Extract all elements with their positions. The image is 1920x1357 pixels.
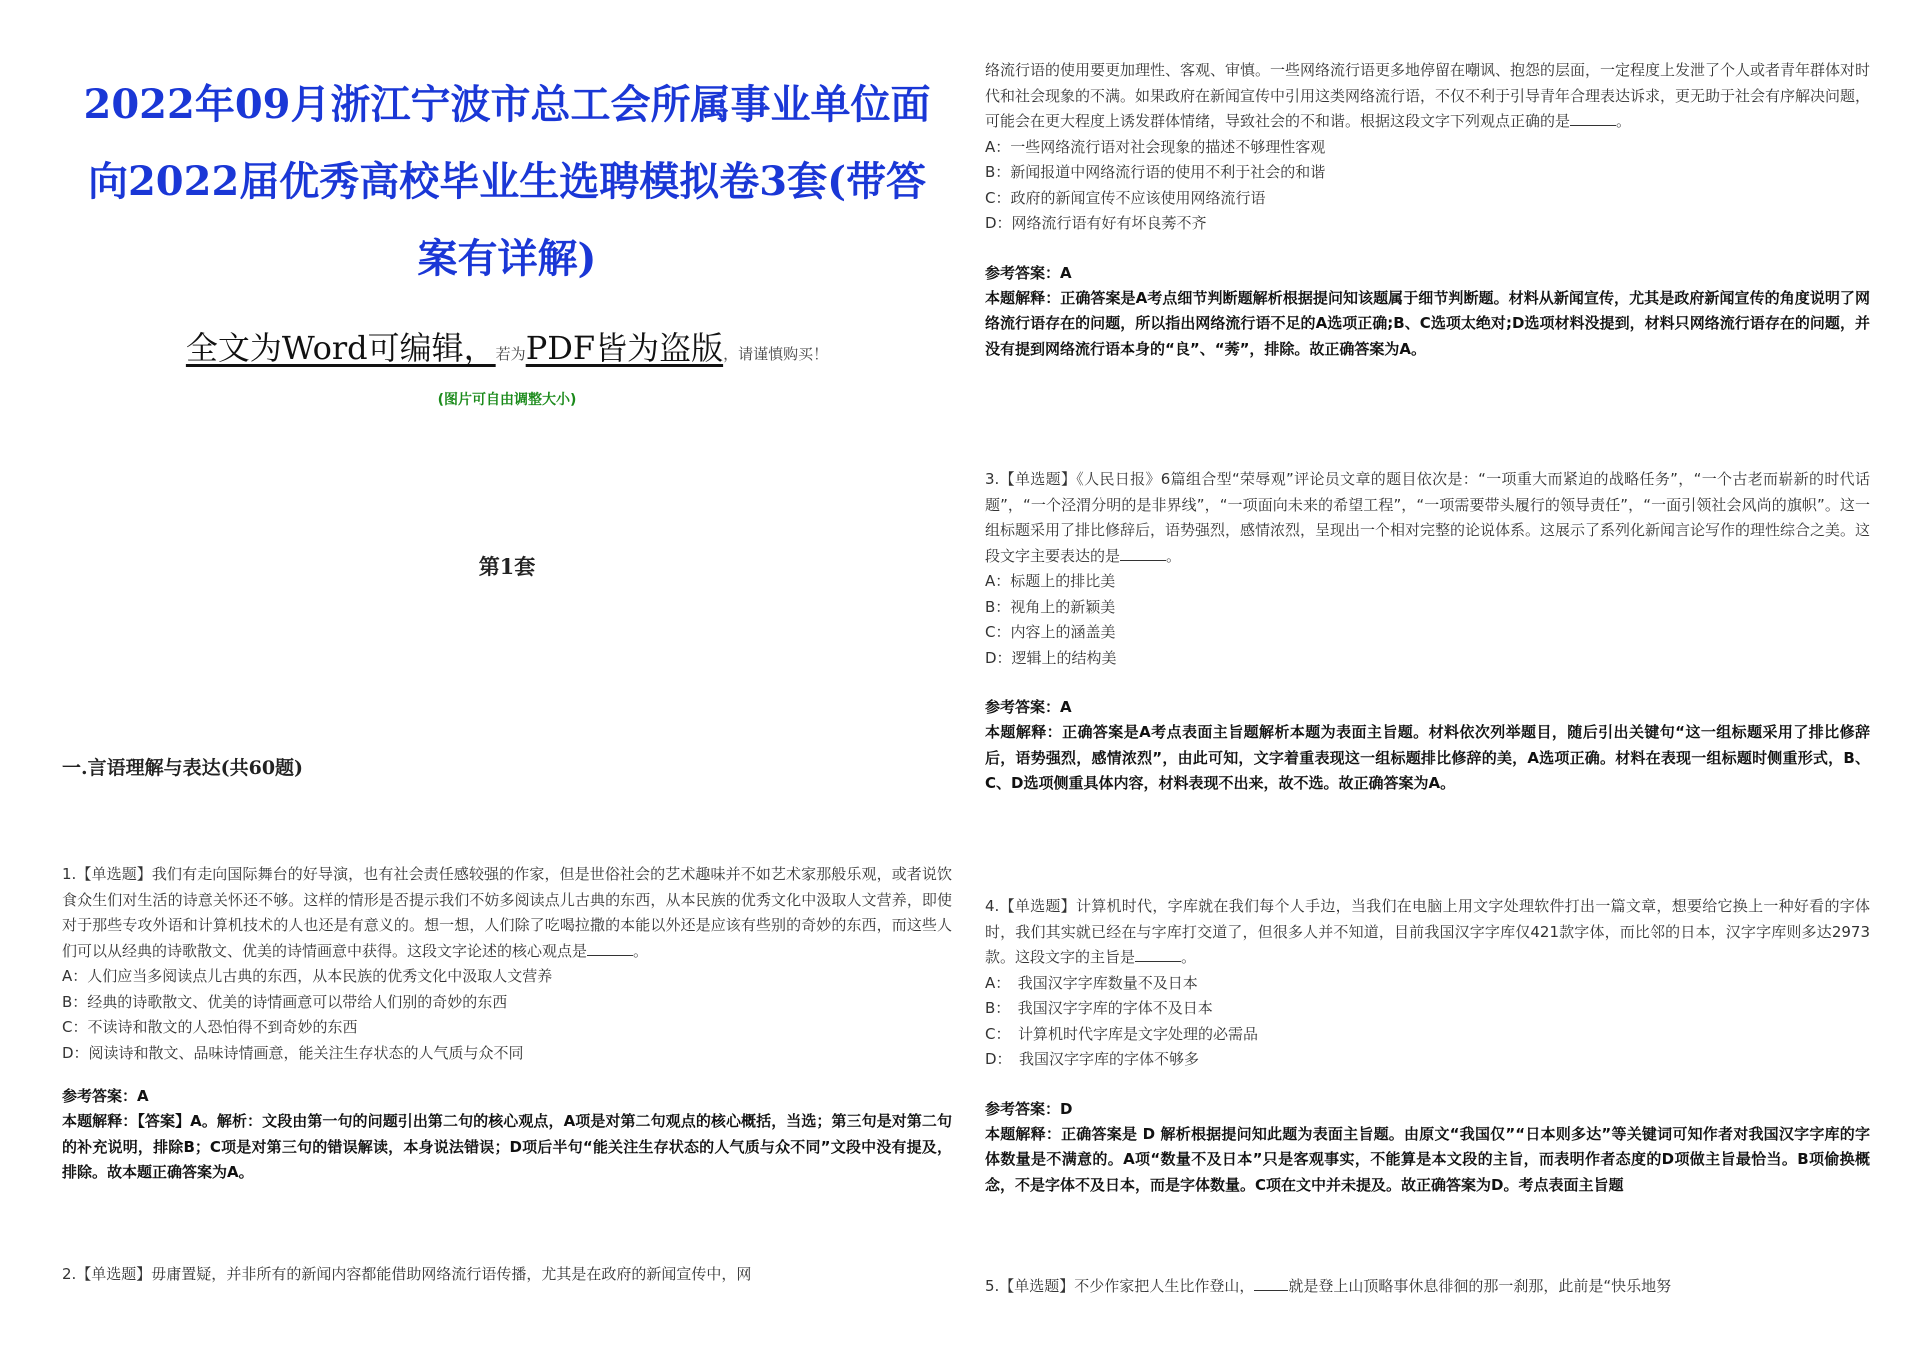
option-b: B：新闻报道中网络流行语的使用不利于社会的和谐 (985, 163, 1326, 181)
option-a: A： 我国汉字字库数量不及日本 (985, 973, 1198, 992)
option-a: A：标题上的排比美 (985, 572, 1116, 590)
word-notice-small: 若为 (495, 345, 526, 363)
option-b: B： 我国汉字字库的字体不及日本 (985, 999, 1213, 1017)
title-line: 案有详解) (417, 235, 597, 282)
option-c: C：政府的新闻宣传不应该使用网络流行语 (985, 188, 1266, 207)
title-line: 2022年09月浙江宁波市总工会所属事业单位面 (83, 81, 931, 128)
question-2 (985, 58, 1870, 362)
option-d: D：阅读诗和散文、品味诗情画意，能关注生存状态的人气质与众不同 (62, 1043, 524, 1062)
word-notice-main: 全文为Word可编辑， (185, 329, 496, 367)
question-1 (62, 862, 952, 1186)
question-stem: 3.【单选题】《人民日报》6篇组合型“荣辱观”评论员文章的题目依次是：“一项重大而紧迫的战略任务”，“一个古老而崭新的时代话题”，“一个泾渭分明的是非界线”，“一项面向未来的希望工程”，“一项需要带头履行的领导责任”，“一面引领社会风尚的旗帜”。这一组标题采用了排比修辞后，语势强烈，感情浓烈，呈现出一个相对完整的论说体系。这展示了系列化新闻言论写作的理性综合之美。这段文字主要表达的是 。 (985, 470, 1871, 565)
answer-label: 参考答案：A (62, 1087, 149, 1105)
option-b: B：视角上的新颖美 (985, 597, 1116, 616)
word-notice-tail: ，请谨慎购买！ (723, 345, 829, 363)
answer-explanation: 本题解释：正确答案是A考点细节判断题解析根据提问知该题属于细节判断题。材料从新闻宣传，尤其是政府新闻宣传的角度说明了网络流行语存在的问题，所以指出网络流行语不足的A选项正确;B、C选项太绝对;D选项材料没提到，材料只网络流行语存在的问题，并没有提到网络流行语本身的“良”、“莠”，排除。故正确答案为A。 (985, 288, 1870, 358)
question-2-start (62, 1262, 952, 1288)
answer-blank (1570, 125, 1616, 126)
word-notice-pdf: PDF皆为盗版 (525, 329, 724, 367)
section-title: 一.言语理解与表达(共60题) (62, 757, 304, 779)
question-stem: 2.【单选题】毋庸置疑，并非所有的新闻内容都能借助网络流行语传播，尤其是在政府的新闻宣传中，网 (62, 1265, 752, 1283)
option-b: B：经典的诗歌散文、优美的诗情画意可以带给人们别的奇妙的东西 (62, 992, 508, 1011)
word-notice (62, 323, 952, 369)
answer-explanation: 本题解释：【答案】A。解析：文段由第一句的问题引出第二句的核心观点，A项是对第二句观点的核心概括，当选；第三句是对第二句的补充说明，排除B；C项是对第三句的错误解读，本身说法错误；D项后半句“能关注生存状态的人气质与众不同”文段中没有提及，排除。故本题正确答案为A。 (62, 1112, 952, 1181)
question-stem: 4.【单选题】计算机时代，字库就在我们每个人手边，当我们在电脑上用文字处理软件打出一篇文章，想要给它换上一种好看的字体时，我们其实就已经在与字库打交道了，但很多人并不知道，目前我国汉字字库仅421款字体，而比邻的日本，汉字字库则多达2973款。这段文字的主旨是 。 (985, 897, 1870, 966)
option-d: D： 我国汉字字库的字体不够多 (985, 1050, 1200, 1068)
answer-blank (587, 955, 633, 956)
option-d: D：网络流行语有好有坏良莠不齐 (985, 214, 1207, 232)
answer-blank (1254, 1290, 1288, 1291)
question-3 (985, 467, 1870, 797)
option-c: C： 计算机时代字库是文字处理的必需品 (985, 1024, 1258, 1043)
option-d: D：逻辑上的结构美 (985, 648, 1117, 667)
option-a: A：一些网络流行语对社会现象的描述不够理性客观 (985, 137, 1326, 156)
answer-explanation: 本题解释：正确答案是 D 解析根据提问知此题为表面主旨题。由原文“我国仅”“日本则多达”等关键词可知作者对我国汉字字库的字体数量是不满意的。A项“数量不及日本”只是客观事实，不能算是本文段的主旨，而表明作者态度的D项做主旨最恰当。B项偷换概念，不是字体不及日本，而是字体数量。C项在文中并未提及。故正确答案为D。考点表面主旨题 (985, 1124, 1870, 1194)
question-5-start (985, 1274, 1870, 1300)
document-title (62, 66, 952, 297)
question-4 (985, 894, 1870, 1198)
answer-label: 参考答案：A (985, 698, 1072, 716)
option-c: C：不读诗和散文的人恐怕得不到奇妙的东西 (62, 1018, 358, 1036)
left-column (62, 0, 952, 1283)
answer-label: 参考答案：D (985, 1099, 1073, 1118)
question-stem: 络流行语的使用要更加理性、客观、审慎。一些网络流行语更多地停留在嘲讽、抱怨的层面，一定程度上发泄了个人或者青年群体对时代和社会现象的不满。如果政府在新闻宣传中引用这类网络流行语，不仅不利于引导青年合理表达诉求，更无助于社会有序解决问题，可能会在更大程度上诱发群体情绪，导致社会的不和谐。根据这段文字下列观点正确的是 。 (985, 61, 1871, 130)
answer-label: 参考答案：A (985, 263, 1072, 282)
question-stem: 5.【单选题】不少作家把人生比作登山， 就是登上山顶略事休息徘徊的那一刹那，此前是“快乐地努 (985, 1277, 1672, 1295)
answer-blank (1120, 560, 1166, 561)
option-a: A：人们应当多阅读点儿古典的东西，从本民族的优秀文化中汲取人文营养 (62, 967, 553, 985)
set-title: 第1套 (478, 554, 536, 579)
image-hint: (图片可自由调整大小) (437, 392, 577, 408)
option-c: C：内容上的涵盖美 (985, 623, 1116, 641)
title-line: 向2022届优秀高校毕业生选聘模拟卷3套(带答 (87, 158, 927, 205)
answer-explanation: 本题解释：正确答案是A考点表面主旨题解析本题为表面主旨题。材料依次列举题目，随后引出关键句“这一组标题采用了排比修辞后，语势强烈，感情浓烈”，由此可知，文字着重表现这一组标题排比修辞的美，A选项正确。材料在表现一组标题时侧重形式，B、C、D选项侧重具体内容，材料表现不出来，故不选。故正确答案为A。 (985, 723, 1870, 792)
question-stem: 1.【单选题】我们有走向国际舞台的好导演，也有社会责任感较强的作家，但是世俗社会的艺术趣味并不如艺术家那般乐观，或者说饮食众生们对生活的诗意关怀还不够。这样的情形是否提示我们不妨多阅读点儿古典的东西，从本民族的优秀文化中汲取人文营养，即使对于那些专攻外语和计算机技术的人也还是有意义的。想一想，人们除了吃喝拉撒的本能以外还是应该有些别的奇妙的东西，而这些人们可以从经典的诗歌散文、优美的诗情画意中获得。这段文字论述的核心观点是 。 (62, 865, 952, 960)
answer-blank (1135, 961, 1181, 962)
